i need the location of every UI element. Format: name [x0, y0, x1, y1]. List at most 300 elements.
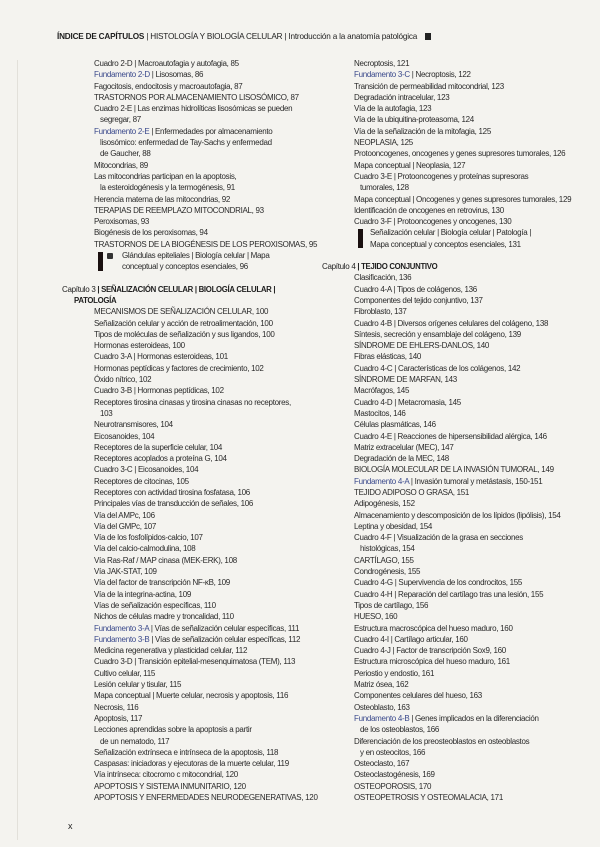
toc-entry[interactable] [322, 769, 571, 780]
toc-entry-line [354, 442, 571, 453]
chapter-label: Capítulo 4 [322, 262, 356, 272]
toc-entry-line [354, 679, 571, 690]
toc-entry-text: TEJIDO ADIPOSO O GRASA, 151 [354, 487, 470, 497]
toc-entry-text: Periostio y endostio, 161 [354, 668, 435, 678]
toc-entry-line [94, 555, 318, 566]
toc-entry-line [94, 205, 318, 216]
toc-entry[interactable] [62, 781, 318, 792]
fundamento-label: Fundamento 4-B [354, 713, 410, 723]
toc-entry-continued: y en osteocitos, 166 [360, 747, 426, 757]
toc-entry[interactable] [62, 555, 318, 566]
toc-entry-text: Vía del calcio-calmodulina, 108 [94, 544, 196, 554]
toc-entry-continued: histológicas, 154 [360, 544, 415, 554]
toc-entry[interactable] [62, 566, 318, 577]
toc-entry-line [94, 329, 318, 340]
toc-entry-line [94, 611, 318, 622]
toc-entry-continued: de un nematodo, 117 [100, 736, 170, 746]
header-title: ÍNDICE DE CAPÍTULOS [57, 32, 145, 41]
toc-entry-line [94, 69, 318, 80]
toc-column-right [322, 58, 571, 803]
summary-line: Glándulas epiteliales | Biología celular | Mapa [122, 251, 270, 261]
toc-entry[interactable] [62, 656, 318, 667]
toc-entry[interactable] [62, 216, 318, 227]
toc-entry[interactable] [322, 148, 571, 159]
toc-entry[interactable] [62, 611, 318, 622]
fundamento-label: Fundamento 3-B [94, 634, 150, 644]
toc-entry[interactable] [62, 81, 318, 92]
section-marker [425, 33, 431, 40]
toc-entry-text: Osteoclasto, 167 [354, 759, 410, 769]
toc-entry[interactable] [322, 81, 571, 92]
toc-entry-line [94, 58, 318, 69]
toc-entry-text: Cuadro 4-I | Cartílago articular, 160 [354, 634, 468, 644]
toc-entry-text: Vía de la señalización de la mitofagia, 125 [354, 126, 491, 136]
toc-entry[interactable] [62, 205, 318, 216]
toc-entry[interactable] [322, 532, 571, 555]
toc-entry-text: Clasificación, 136 [354, 273, 412, 283]
toc-entry[interactable] [62, 510, 318, 521]
toc-entry-line [354, 487, 571, 498]
page-number: x [68, 821, 73, 831]
toc-entry-line [94, 351, 318, 362]
toc-entry-line [94, 397, 318, 408]
toc-entry[interactable] [322, 577, 571, 588]
fundamento-label: Fundamento 4-A [354, 476, 409, 486]
toc-entry[interactable] [62, 521, 318, 532]
toc-entry-line [94, 656, 318, 667]
toc-entry[interactable] [322, 464, 571, 475]
toc-entry[interactable] [62, 577, 318, 588]
page-edge-line [17, 60, 18, 840]
toc-entry[interactable] [322, 668, 571, 679]
toc-entry[interactable] [322, 385, 571, 396]
toc-entry-line [354, 668, 571, 679]
summary-line: conceptual y conceptos esenciales, 96 [122, 262, 248, 272]
toc-entry-text: Cuadro 4-A | Tipos de colágenos, 136 [354, 284, 477, 294]
toc-entry[interactable] [62, 702, 318, 713]
toc-entry-line [94, 589, 318, 600]
toc-entry-line [354, 284, 571, 295]
toc-entry-text: Vías de señalización específicas, 110 [94, 600, 216, 610]
toc-entry[interactable] [322, 58, 571, 69]
toc-entry-text: Cuadro 3-C | Eicosanoides, 104 [94, 465, 199, 475]
toc-entry-text: APOPTOSIS Y SISTEMA INMUNITARIO, 120 [94, 781, 246, 791]
toc-entry-text: Señalización celular y acción de retroalimentación, 100 [94, 318, 273, 328]
chapter-title: | SEÑALIZACIÓN CELULAR | BIOLOGÍA CELULAR | [95, 284, 276, 294]
toc-entry[interactable] [62, 487, 318, 498]
toc-entry[interactable] [322, 453, 571, 464]
toc-entry-continued: la esteroidogénesis y la termogénesis, 91 [100, 183, 235, 193]
toc-entry-line [94, 758, 318, 769]
toc-entry-text: Lecciones aprendidas sobre la apoptosis a partir [94, 725, 252, 735]
toc-entry[interactable] [62, 351, 318, 362]
toc-entry-text: Neurotransmisores, 104 [94, 420, 173, 430]
toc-entry[interactable] [62, 623, 318, 634]
toc-entry-text: Caspasas: iniciadoras y ejecutoras de la muerte celular, 119 [94, 759, 289, 769]
toc-entry[interactable] [62, 679, 318, 690]
toc-entry[interactable] [62, 239, 318, 250]
toc-entry[interactable] [322, 792, 571, 803]
toc-entry-line [94, 239, 318, 250]
toc-entry[interactable] [322, 374, 571, 385]
toc-entry[interactable] [62, 385, 318, 396]
toc-entry[interactable] [62, 171, 318, 194]
toc-entry-text: Vía de la integrina-actina, 109 [94, 589, 191, 599]
toc-entry-line [354, 521, 571, 532]
toc-entry-text: Degradación intracelular, 123 [354, 92, 450, 102]
toc-entry-text: Leptina y obesidad, 154 [354, 521, 433, 531]
toc-entry[interactable] [62, 713, 318, 724]
toc-entry[interactable] [322, 318, 571, 329]
toc-entry-line [354, 329, 571, 340]
toc-entry[interactable] [62, 543, 318, 554]
toc-entry-text: SÍNDROME DE EHLERS-DANLOS, 140 [354, 341, 490, 351]
toc-entry[interactable] [322, 419, 571, 430]
toc-entry-text: Cuadro 3-E | Protooncogenes y proteínas supresoras [354, 171, 529, 181]
toc-entry[interactable] [322, 137, 571, 148]
toc-entry[interactable] [322, 103, 571, 114]
toc-entry-line [354, 464, 571, 475]
toc-entry[interactable] [322, 216, 571, 227]
chapter-title: | TEJIDO CONJUNTIVO [355, 262, 438, 272]
toc-entry-text: Cuadro 4-C | Características de los colágenos, 142 [354, 363, 521, 373]
toc-entry[interactable] [62, 419, 318, 430]
toc-entry[interactable] [322, 363, 571, 374]
fundamento-label: Fundamento 2-E [94, 126, 150, 136]
toc-entry-text: Cuadro 2-D | Macroautofagia y autofagia, 85 [94, 59, 239, 68]
toc-entry-text: Condrogénesis, 155 [354, 567, 421, 577]
toc-entry-line [94, 543, 318, 554]
toc-entry[interactable] [322, 306, 571, 317]
toc-entry-text: Receptores tirosina cinasas y tirosina cinasas no receptores, [94, 397, 291, 407]
toc-entry[interactable] [62, 600, 318, 611]
toc-entry-line [94, 623, 318, 634]
toc-entry[interactable] [322, 442, 571, 453]
toc-entry-line [94, 690, 318, 701]
toc-entry-text: Diferenciación de los preosteoblastos en osteoblastos [354, 736, 530, 746]
toc-entry[interactable] [62, 498, 318, 509]
toc-entry-text: Macrófagos, 145 [354, 386, 410, 396]
toc-entry-line [354, 589, 571, 600]
toc-entry-text: Componentes celulares del hueso, 163 [354, 691, 482, 701]
toc-entry-line [354, 758, 571, 769]
toc-entry[interactable] [322, 160, 571, 171]
toc-entry-text: NEOPLASIA, 125 [354, 138, 413, 148]
chapter-summary-entry[interactable] [62, 250, 318, 273]
toc-entry-line [94, 713, 318, 724]
toc-entry-line [354, 318, 571, 329]
toc-entry[interactable] [62, 160, 318, 171]
toc-entry-line [94, 498, 318, 509]
toc-entry-text: Mapa conceptual | Muerte celular, necrosis y apoptosis, 116 [94, 691, 289, 701]
toc-entry-text: Necrosis, 116 [94, 702, 139, 712]
toc-entry-line [354, 476, 571, 487]
toc-entry-line [354, 611, 571, 622]
toc-entry[interactable] [322, 566, 571, 577]
toc-entry-text: Las mitocondrias participan en la apoptosis, [94, 171, 237, 181]
toc-entry-line [354, 781, 571, 792]
toc-entry-line [94, 160, 318, 171]
toc-entry-text: CARTÍLAGO, 155 [354, 555, 414, 565]
toc-entry-text: Osteoclastogénesis, 169 [354, 770, 435, 780]
toc-entry-line [354, 736, 571, 747]
toc-entry-line [94, 792, 318, 803]
toc-entry-text: | Enfermedades por almacenamiento [149, 126, 273, 136]
toc-entry[interactable] [62, 318, 318, 329]
toc-entry-text: TRASTORNOS POR ALMACENAMIENTO LISOSÓMICO, 87 [94, 92, 299, 102]
toc-entry[interactable] [62, 340, 318, 351]
toc-entry[interactable] [62, 126, 318, 160]
toc-entry[interactable] [62, 374, 318, 385]
toc-entry[interactable] [62, 442, 318, 453]
toc-entry-line [94, 340, 318, 351]
toc-entry-text: | Vías de señalización celular específicas, 112 [149, 634, 301, 644]
toc-entry[interactable] [322, 555, 571, 566]
toc-entry[interactable] [322, 69, 571, 80]
toc-entry-line [94, 92, 318, 103]
toc-entry-line [94, 645, 318, 656]
toc-entry-line [354, 623, 571, 634]
toc-entry[interactable] [62, 69, 318, 80]
toc-entry[interactable] [322, 634, 571, 645]
toc-entry[interactable] [62, 769, 318, 780]
toc-entry[interactable] [62, 329, 318, 340]
toc-entry-text: Cuadro 4-D | Metacromasia, 145 [354, 397, 461, 407]
toc-entry-line [354, 510, 571, 521]
toc-entry[interactable] [322, 690, 571, 701]
toc-entry[interactable] [322, 487, 571, 498]
toc-entry[interactable] [62, 464, 318, 475]
toc-entry[interactable] [322, 272, 571, 283]
toc-entry-line [354, 385, 571, 396]
toc-entry-text: Receptores de citocinas, 105 [94, 476, 189, 486]
toc-entry-text: Componentes del tejido conjuntivo, 137 [354, 295, 483, 305]
toc-entry[interactable] [322, 397, 571, 408]
toc-entry[interactable] [322, 589, 571, 600]
summary-bar-marker [358, 229, 363, 248]
toc-entry-line [354, 272, 571, 283]
toc-entry[interactable] [322, 340, 571, 351]
toc-entry-text: Cuadro 2-E | Las enzimas hidrolíticas lisosómicas se pueden [94, 104, 293, 114]
toc-entry-continued: 103 [100, 408, 113, 418]
toc-entry-line [94, 306, 318, 317]
toc-entry-line [354, 160, 571, 171]
toc-entry-line [94, 171, 318, 182]
toc-entry[interactable] [322, 476, 571, 487]
chapter-heading[interactable] [322, 261, 571, 272]
toc-entry[interactable] [62, 92, 318, 103]
toc-entry[interactable] [62, 453, 318, 464]
toc-entry-text: Vía de la ubiquitina-proteasoma, 124 [354, 115, 474, 125]
toc-entry[interactable] [322, 92, 571, 103]
toc-entry[interactable] [322, 171, 571, 194]
toc-entry-text: Cuadro 4-B | Diversos orígenes celulares del colágeno, 138 [354, 318, 549, 328]
toc-entry[interactable] [62, 634, 318, 645]
toc-entry-text: | Invasión tumoral y metástasis, 150-151 [408, 476, 543, 486]
toc-entry-line [354, 690, 571, 701]
toc-entry[interactable] [62, 476, 318, 487]
toc-entry[interactable] [322, 351, 571, 362]
toc-entry-line [94, 442, 318, 453]
toc-entry-line [94, 103, 318, 114]
toc-entry[interactable] [322, 126, 571, 137]
toc-entry[interactable] [322, 194, 571, 205]
toc-entry-line [354, 126, 571, 137]
toc-entry-line [354, 431, 571, 442]
chapter-heading-line [62, 284, 318, 295]
toc-entry-text: Cuadro 4-H | Reparación del cartílago tras una lesión, 155 [354, 589, 544, 599]
toc-entry[interactable] [322, 645, 571, 656]
toc-entry-line [354, 702, 571, 713]
toc-entry[interactable] [62, 227, 318, 238]
toc-entry-text: Medicina regenerativa y plasticidad celular, 112 [94, 646, 248, 656]
toc-entry-text: Herencia materna de las mitocondrias, 92 [94, 194, 231, 204]
toc-entry-text: OSTEOPOROSIS, 170 [354, 781, 432, 791]
header-subtitle: | HISTOLOGÍA Y BIOLOGÍA CELULAR | Introducción a la anatomía patológica [144, 32, 418, 41]
toc-entry[interactable] [62, 397, 318, 420]
toc-entry[interactable] [62, 792, 318, 803]
toc-entry-text: Estructura macroscópica del hueso maduro, 160 [354, 623, 513, 633]
toc-entry-text: Cuadro 4-E | Reacciones de hipersensibilidad alérgica, 146 [354, 431, 547, 441]
toc-entry[interactable] [322, 114, 571, 125]
toc-entry-line [354, 634, 571, 645]
toc-entry[interactable] [62, 589, 318, 600]
toc-entry-line [354, 92, 571, 103]
toc-entry-text: Fibras elásticas, 140 [354, 352, 422, 362]
toc-entry-text: Receptores de la superficie celular, 104 [94, 442, 223, 452]
toc-entry[interactable] [322, 611, 571, 622]
toc-entry-line [354, 769, 571, 780]
toc-entry[interactable] [62, 645, 318, 656]
toc-entry[interactable] [322, 713, 571, 736]
toc-entry-text: Cuadro 4-G | Supervivencia de los condrocitos, 155 [354, 578, 523, 588]
toc-entry[interactable] [322, 329, 571, 340]
toc-entry-text: Síntesis, secreción y ensamblaje del colágeno, 139 [354, 329, 521, 339]
toc-entry-text: Almacenamiento y descomposición de los lípidos (lipólisis), 154 [354, 510, 561, 520]
toc-entry-line [94, 566, 318, 577]
toc-entry-line [354, 295, 571, 306]
toc-entry-text: Apoptosis, 117 [94, 713, 143, 723]
toc-entry[interactable] [322, 600, 571, 611]
chapter-summary-entry[interactable] [322, 227, 571, 250]
toc-entry-text: APOPTOSIS Y ENFERMEDADES NEURODEGENERATIVAS, 120 [94, 793, 318, 802]
toc-entry[interactable] [62, 532, 318, 543]
toc-entry-text: Osteoblasto, 163 [354, 702, 410, 712]
toc-entry-line [94, 81, 318, 92]
toc-entry[interactable] [322, 702, 571, 713]
toc-entry-continued: lisosómico: enfermedad de Tay-Sachs y enfermedad [100, 138, 272, 148]
toc-entry[interactable] [62, 690, 318, 701]
summary-line: Señalización celular | Biología celular | Patología | [370, 228, 532, 238]
toc-entry-text: Principales vías de transducción de señales, 106 [94, 499, 254, 509]
toc-entry-text: Vía intrínseca: citocromo c mitocondrial, 120 [94, 770, 238, 780]
toc-entry-line [94, 374, 318, 385]
toc-entry-line [94, 781, 318, 792]
toc-entry-text: Vía del GMPc, 107 [94, 521, 157, 531]
toc-entry-line [354, 58, 571, 69]
toc-entry[interactable] [62, 747, 318, 758]
toc-entry-text: Mitocondrias, 89 [94, 160, 148, 170]
toc-entry-line [354, 148, 571, 159]
toc-entry-line [94, 668, 318, 679]
toc-entry-line [94, 769, 318, 780]
toc-entry[interactable] [322, 498, 571, 509]
toc-entry-text: Peroxisomas, 93 [94, 217, 150, 227]
toc-entry-text: Vía del factor de transcripción NF-κB, 109 [94, 578, 230, 588]
chapter-heading-line [322, 261, 571, 272]
toc-entry-text: Mastocitos, 146 [354, 408, 406, 418]
toc-entry-line [94, 318, 318, 329]
toc-entry[interactable] [322, 521, 571, 532]
toc-entry-text: Vía de los fosfolípidos-calcio, 107 [94, 533, 203, 543]
toc-entry-line [94, 194, 318, 205]
toc-entry[interactable] [62, 194, 318, 205]
toc-entry[interactable] [322, 736, 571, 759]
summary-bar-marker [98, 252, 103, 271]
toc-entry-line [94, 126, 318, 137]
chapter-heading[interactable] [62, 284, 318, 307]
toc-entry-text: Transición de permeabilidad mitocondrial, 123 [354, 81, 504, 91]
toc-entry-text: | Necroptosis, 122 [409, 70, 471, 80]
toc-entry[interactable] [322, 623, 571, 634]
toc-entry[interactable] [322, 408, 571, 419]
toc-entry[interactable] [62, 758, 318, 769]
toc-entry[interactable] [322, 295, 571, 306]
toc-entry[interactable] [322, 431, 571, 442]
toc-entry[interactable] [62, 58, 318, 69]
toc-entry[interactable] [322, 656, 571, 667]
toc-entry-line [354, 194, 571, 205]
summary-line: Mapa conceptual y conceptos esenciales, 131 [370, 239, 521, 249]
toc-entry[interactable] [322, 284, 571, 295]
toc-entry-line [354, 216, 571, 227]
toc-entry[interactable] [322, 510, 571, 521]
toc-entry[interactable] [322, 679, 571, 690]
toc-entry-text: Cuadro 4-J | Factor de transcripción Sox9, 160 [354, 646, 506, 656]
toc-entry-text: Cuadro 4-F | Visualización de la grasa en secciones [354, 533, 523, 543]
toc-entry-text: Hormonas peptídicas y factores de crecimiento, 102 [94, 363, 264, 373]
toc-entry-line [94, 577, 318, 588]
toc-entry[interactable] [62, 306, 318, 317]
toc-entry-text: Vía JAK-STAT, 109 [94, 567, 157, 577]
toc-entry[interactable] [322, 205, 571, 216]
toc-entry-text: TRASTORNOS DE LA BIOGÉNESIS DE LOS PEROXISOMAS, 95 [94, 239, 318, 249]
toc-entry[interactable] [62, 363, 318, 374]
toc-entry-text: Identificación de oncogenes en retrovirus, 130 [354, 205, 504, 215]
toc-entry-line [94, 476, 318, 487]
toc-entry[interactable] [62, 103, 318, 126]
toc-entry-line [354, 566, 571, 577]
toc-entry-text: Matriz extracelular (MEC), 147 [354, 442, 454, 452]
toc-entry-line [354, 645, 571, 656]
toc-entry-line [354, 114, 571, 125]
toc-entry[interactable] [62, 431, 318, 442]
toc-entry-text: Tipos de moléculas de señalización y sus ligandos, 100 [94, 329, 275, 339]
toc-entry-text: Necroptosis, 121 [354, 59, 410, 68]
toc-entry-line [354, 713, 571, 724]
toc-entry-line [354, 351, 571, 362]
toc-entry-line [94, 227, 318, 238]
toc-entry[interactable] [62, 724, 318, 747]
toc-entry[interactable] [62, 668, 318, 679]
toc-entry-continued: de los osteoblastos, 166 [360, 725, 440, 735]
toc-entry[interactable] [322, 758, 571, 769]
toc-entry-text: | Vías de señalización celular específicas, 111 [148, 623, 300, 633]
toc-entry-line [354, 408, 571, 419]
toc-entry-line [354, 306, 571, 317]
toc-entry-line [354, 600, 571, 611]
toc-entry[interactable] [322, 781, 571, 792]
